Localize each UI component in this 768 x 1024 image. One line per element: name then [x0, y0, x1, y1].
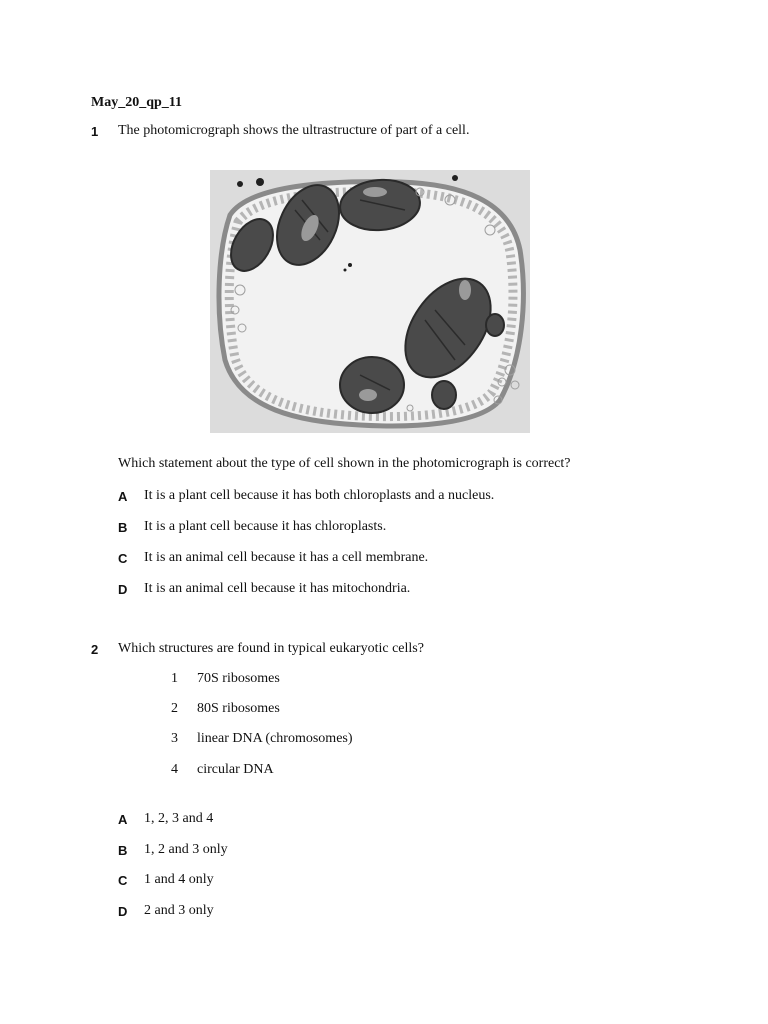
- q1-option-c-letter: C: [118, 551, 128, 566]
- q2-option-a-letter: A: [118, 812, 128, 827]
- question-2-stem: Which structures are found in typical eukaryotic cells?: [118, 641, 424, 656]
- cell-photomicrograph: [210, 170, 530, 433]
- q2-item-2-number: 2: [171, 701, 178, 716]
- q2-item-3-text: linear DNA (chromosomes): [197, 731, 353, 746]
- question-1-stem: Which statement about the type of cell shown in the photomicrograph is correct?: [118, 456, 571, 471]
- question-2-number: 2: [91, 642, 99, 657]
- q2-option-d-text: 2 and 3 only: [144, 903, 214, 918]
- question-1-intro: The photomicrograph shows the ultrastructure of part of a cell.: [118, 123, 470, 138]
- q2-item-1-number: 1: [171, 671, 178, 686]
- q2-item-4-number: 4: [171, 762, 178, 777]
- q2-item-3-number: 3: [171, 731, 178, 746]
- q1-option-c-text: It is an animal cell because it has a cell membrane.: [144, 550, 429, 565]
- q2-option-c-text: 1 and 4 only: [144, 872, 214, 887]
- q1-option-a-letter: A: [118, 489, 128, 504]
- q2-item-4-text: circular DNA: [197, 762, 274, 777]
- q2-option-a-text: 1, 2, 3 and 4: [144, 811, 214, 826]
- q2-option-c-letter: C: [118, 873, 128, 888]
- q1-option-a-text: It is a plant cell because it has both chloroplasts and a nucleus.: [144, 488, 495, 503]
- q1-option-d-text: It is an animal cell because it has mitochondria.: [144, 581, 411, 596]
- q1-option-b-text: It is a plant cell because it has chloroplasts.: [144, 519, 387, 534]
- q2-item-1-text: 70S ribosomes: [197, 671, 280, 686]
- question-1-number: 1: [91, 124, 99, 139]
- q2-item-2-text: 80S ribosomes: [197, 701, 280, 716]
- paper-title: May_20_qp_11: [91, 95, 183, 110]
- q1-option-d-letter: D: [118, 582, 128, 597]
- q1-option-b-letter: B: [118, 520, 128, 535]
- q2-option-b-letter: B: [118, 843, 128, 858]
- q2-option-b-text: 1, 2 and 3 only: [144, 842, 228, 857]
- q2-option-d-letter: D: [118, 904, 128, 919]
